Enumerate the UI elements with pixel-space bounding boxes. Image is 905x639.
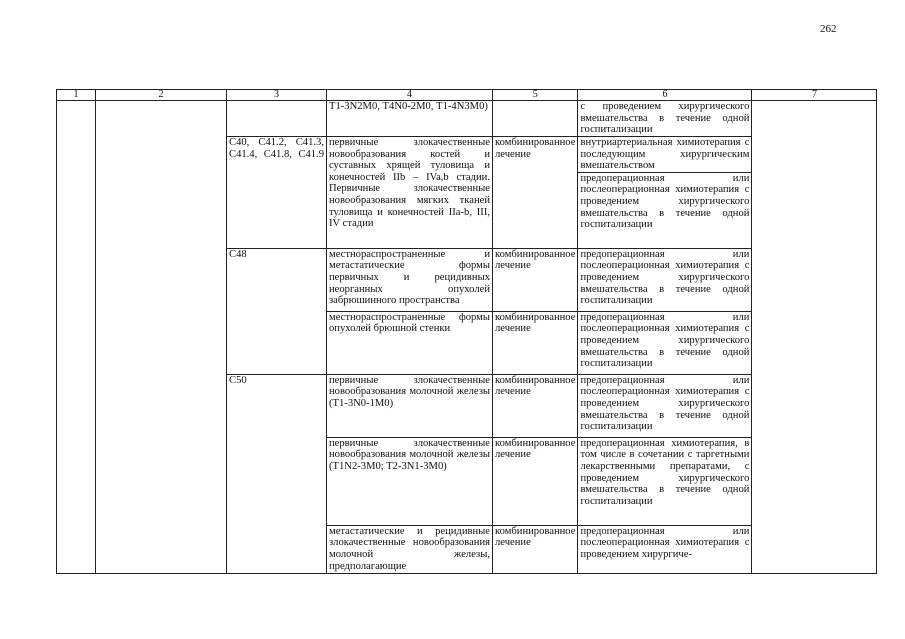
disease-cell: местнораспространенные и метастатические формы первичных и рецидивных неорганных опухолей забрюшинного пространства xyxy=(327,248,493,311)
code-cell: C40, C41.2, C41.3, C41.4, C41.8, C41.9 xyxy=(227,137,327,249)
header-cell-1: 1 xyxy=(57,90,96,101)
disease-cell: местнораспространенные формы опухолей брюшной стенки xyxy=(327,311,493,374)
method-cell: предоперационная или послеоперационная химиотерапия с проведением хирургического вмешательства в течение одной госпитализации xyxy=(578,248,752,311)
treatment-cell: комбинированное лечение xyxy=(493,311,578,374)
header-cell-5: 5 xyxy=(493,90,578,101)
col2-cell xyxy=(96,101,227,574)
header-row xyxy=(57,90,877,101)
code-cell xyxy=(227,101,327,137)
code-cell: C50 xyxy=(227,374,327,573)
method-cell: предоперационная или послеоперационная химиотерапия с проведением хирургического вмешательства в течение одной госпитализации xyxy=(578,172,752,248)
method-cell: предоперационная или послеоперационная химиотерапия с проведением хирургического вмешательства в течение одной госпитализации xyxy=(578,374,752,437)
treatment-cell: комбинированное лечение xyxy=(493,374,578,437)
disease-cell: Т1-3N2M0, Т4N0-2M0, Т1-4N3M0) xyxy=(327,101,493,137)
header-cell-7: 7 xyxy=(752,90,877,101)
disease-cell: первичные злокачественные новообразования молочной железы (Т1-3N0-1M0) xyxy=(327,374,493,437)
treatment-cell: комбинированное лечение xyxy=(493,437,578,525)
header-cell-2: 2 xyxy=(96,90,227,101)
method-cell: предоперационная химиотерапия, в том числе в сочетании с таргетными лекарственными препаратами, с проведением хирургического вмешательства в течение одной госпитализации xyxy=(578,437,752,525)
disease-cell: первичные злокачественные новообразования костей и суставных хрящей туловища и конечностей IIb – IVa,b стадии. Первичные злокачественные новообразования мягких тканей туловища и конечностей IIa-b, III, IV стадии xyxy=(327,137,493,249)
method-cell: предоперационная или послеоперационная химиотерапия с проведением хирургиче- xyxy=(578,525,752,573)
col1-cell xyxy=(57,101,96,574)
header-cell-3: 3 xyxy=(227,90,327,101)
treatment-cell xyxy=(493,101,578,137)
page-number: 262 xyxy=(820,23,837,35)
header-cell-4: 4 xyxy=(327,90,493,101)
header-cell-6: 6 xyxy=(578,90,752,101)
treatment-cell: комбинированное лечение xyxy=(493,137,578,249)
method-cell: внутриартериальная химиотерапия с последующим хирургическим вмешательством xyxy=(578,137,752,173)
treatment-cell: комбинированное лечение xyxy=(493,248,578,311)
col7-cell xyxy=(752,101,877,574)
treatment-cell: комбинированное лечение xyxy=(493,525,578,573)
method-cell: с проведением хирургического вмешательства в течение одной госпитализации xyxy=(578,101,752,137)
method-cell: предоперационная или послеоперационная химиотерапия с проведением хирургического вмешательства в течение одной госпитализации xyxy=(578,311,752,374)
disease-cell: метастатические и рецидивные злокачественные новообразования молочной железы, предполагающие xyxy=(327,525,493,573)
table-row xyxy=(57,101,877,137)
code-cell: C48 xyxy=(227,248,327,374)
disease-cell: первичные злокачественные новообразования молочной железы (T1N2-3M0; T2-3N1-3M0) xyxy=(327,437,493,525)
medical-care-table xyxy=(56,89,877,574)
